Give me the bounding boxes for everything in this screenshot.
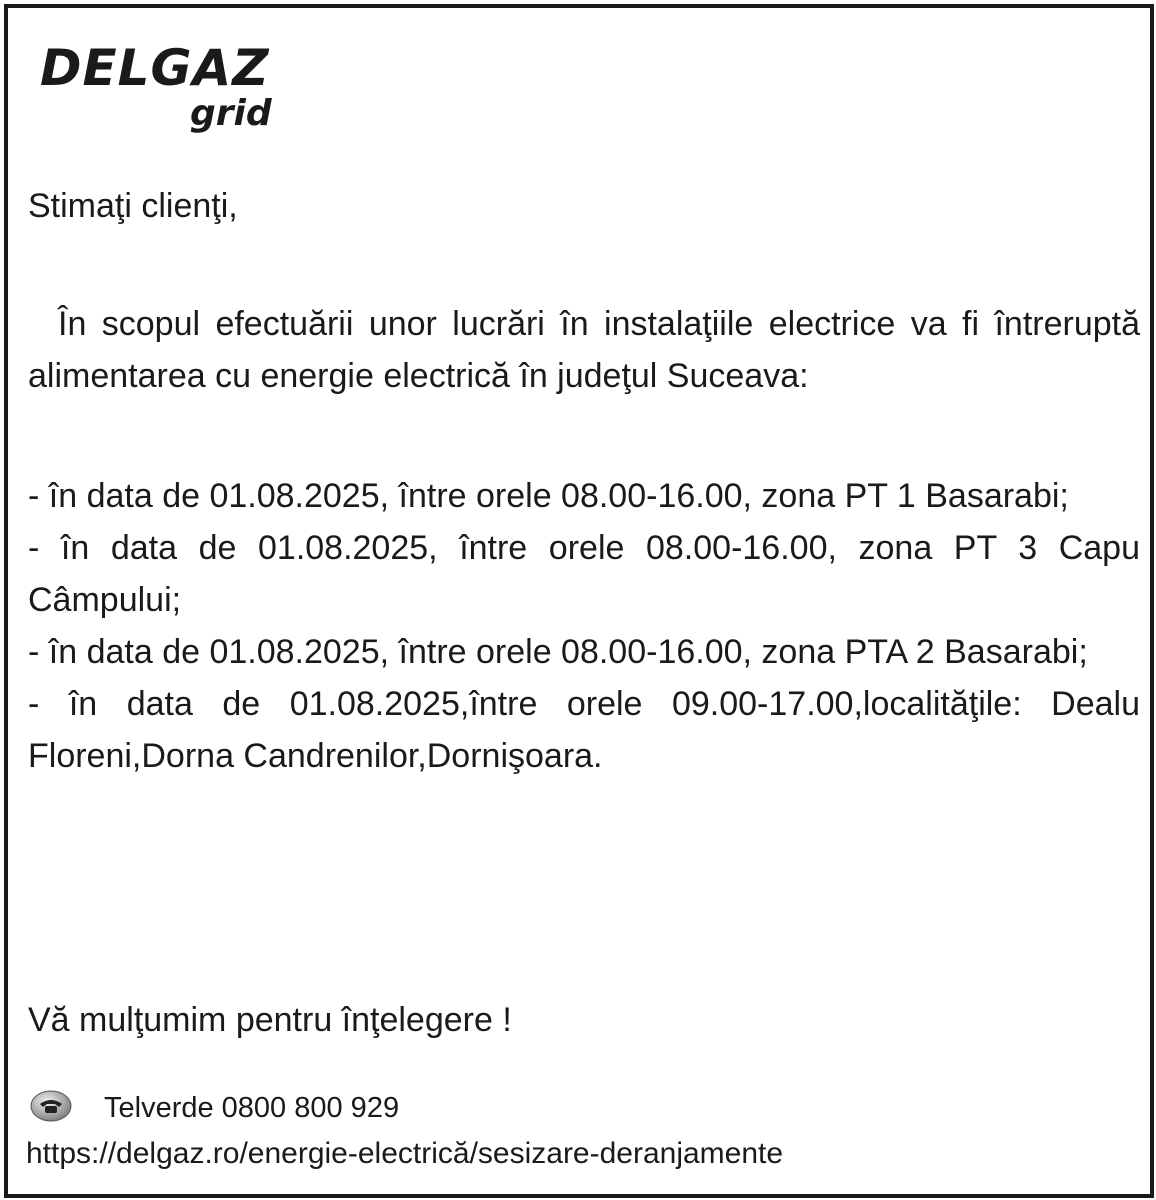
phone-number: Telverde 0800 800 929 [104, 1092, 400, 1124]
logo-brand: DELGAZ [40, 39, 270, 97]
report-url[interactable]: https://delgaz.ro/energie-electrică/sesizare-deranjamente [26, 1137, 784, 1170]
intro-paragraph: În scopul efectuării unor lucrări în instalaţiile electrice va fi întreruptă alimentarea cu energie electrică în judeţul Suceava: [28, 305, 1140, 395]
outage-item: - în data de 01.08.2025, între orele 08.00-16.00, zona PTA 2 Basarabi; [28, 633, 1088, 671]
logo-sub: grid [190, 93, 272, 134]
phone-icon [30, 1090, 72, 1122]
outage-item: - în data de 01.08.2025, între orele 08.00-16.00, zona PT 3 Capu Câmpului; [28, 529, 1140, 619]
delgaz-grid-logo [40, 38, 300, 138]
thanks-line: Vă mulţumim pentru înţelegere ! [28, 1001, 512, 1039]
outage-item: - în data de 01.08.2025,între orele 09.00-17.00,localităţile: Dealu Floreni,Dorna Candrenilor,Dornişoara. [28, 685, 1140, 775]
notice-frame [4, 4, 1154, 1198]
greeting: Stimaţi clienţi, [28, 187, 238, 225]
outage-list [28, 470, 1140, 782]
outage-item: - în data de 01.08.2025, între orele 08.00-16.00, zona PT 1 Basarabi; [28, 477, 1069, 515]
